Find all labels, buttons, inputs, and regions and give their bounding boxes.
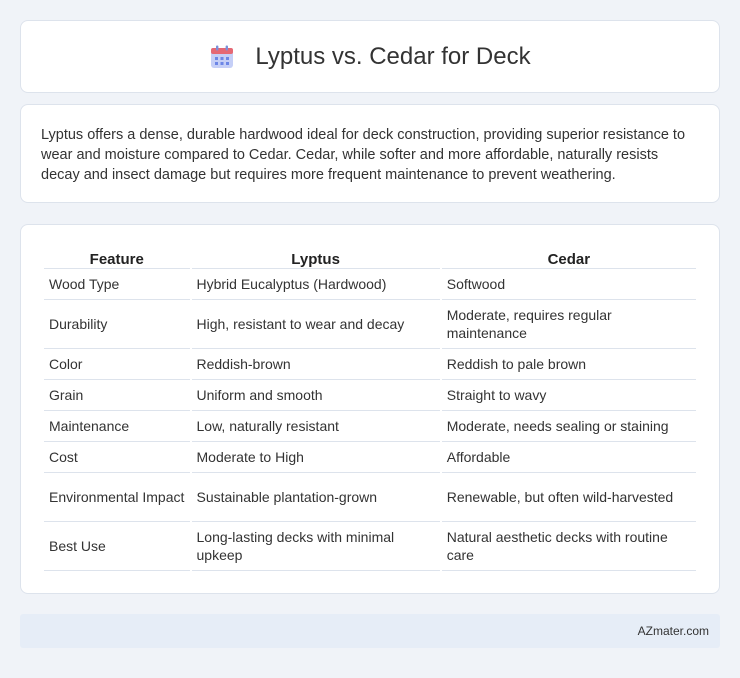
comparison-table: [42, 245, 698, 571]
title-card: [20, 20, 720, 93]
header-feature: Feature: [44, 245, 190, 269]
table-row: [44, 349, 696, 380]
table-cell: Durability: [44, 300, 190, 349]
table-cell: Renewable, but often wild-harvested: [442, 473, 696, 522]
summary-card: [20, 104, 720, 203]
table-cell: Uniform and smooth: [192, 380, 440, 411]
comparison-table-card: [20, 224, 720, 594]
table-header-row: [44, 245, 696, 269]
page-title: Lyptus vs. Cedar for Deck: [255, 42, 531, 70]
header-cedar: Cedar: [442, 245, 696, 269]
table-cell: Environmental Impact: [44, 473, 190, 522]
footer-brand-link[interactable]: AZmater.com: [637, 624, 709, 638]
table-cell: Moderate, requires regular maintenance: [442, 300, 696, 349]
table-row: [44, 442, 696, 473]
table-cell: Cost: [44, 442, 190, 473]
table-cell: Color: [44, 349, 190, 380]
summary-text: Lyptus offers a dense, durable hardwood ideal for deck construction, providing superior resistance to wear and moisture compared to Cedar. Cedar, while softer and more affordable, naturally resists decay and insect damage but requires more frequent maintenance to prevent weathering.: [41, 127, 686, 183]
table-row: [44, 300, 696, 349]
table-cell: Long-lasting decks with minimal upkeep: [192, 522, 440, 571]
table-cell: Sustainable plantation-grown: [192, 473, 440, 522]
table-cell: Best Use: [44, 522, 190, 571]
table-row: [44, 411, 696, 442]
table-row: [44, 380, 696, 411]
table-cell: Reddish-brown: [192, 349, 440, 380]
table-cell: Moderate, needs sealing or staining: [442, 411, 696, 442]
table-cell: Grain: [44, 380, 190, 411]
table-cell: Softwood: [442, 269, 696, 300]
table-cell: Hybrid Eucalyptus (Hardwood): [192, 269, 440, 300]
table-cell: Wood Type: [44, 269, 190, 300]
calendar-icon: [209, 44, 235, 70]
footer: [20, 614, 720, 648]
table-row: [44, 473, 696, 522]
table-row: [44, 522, 696, 571]
table-cell: Moderate to High: [192, 442, 440, 473]
table-cell: Natural aesthetic decks with routine care: [442, 522, 696, 571]
table-cell: Low, naturally resistant: [192, 411, 440, 442]
table-cell: Maintenance: [44, 411, 190, 442]
table-cell: Straight to wavy: [442, 380, 696, 411]
table-cell: High, resistant to wear and decay: [192, 300, 440, 349]
header-lyptus: Lyptus: [192, 245, 440, 269]
table-cell: Reddish to pale brown: [442, 349, 696, 380]
table-cell: Affordable: [442, 442, 696, 473]
table-row: [44, 269, 696, 300]
